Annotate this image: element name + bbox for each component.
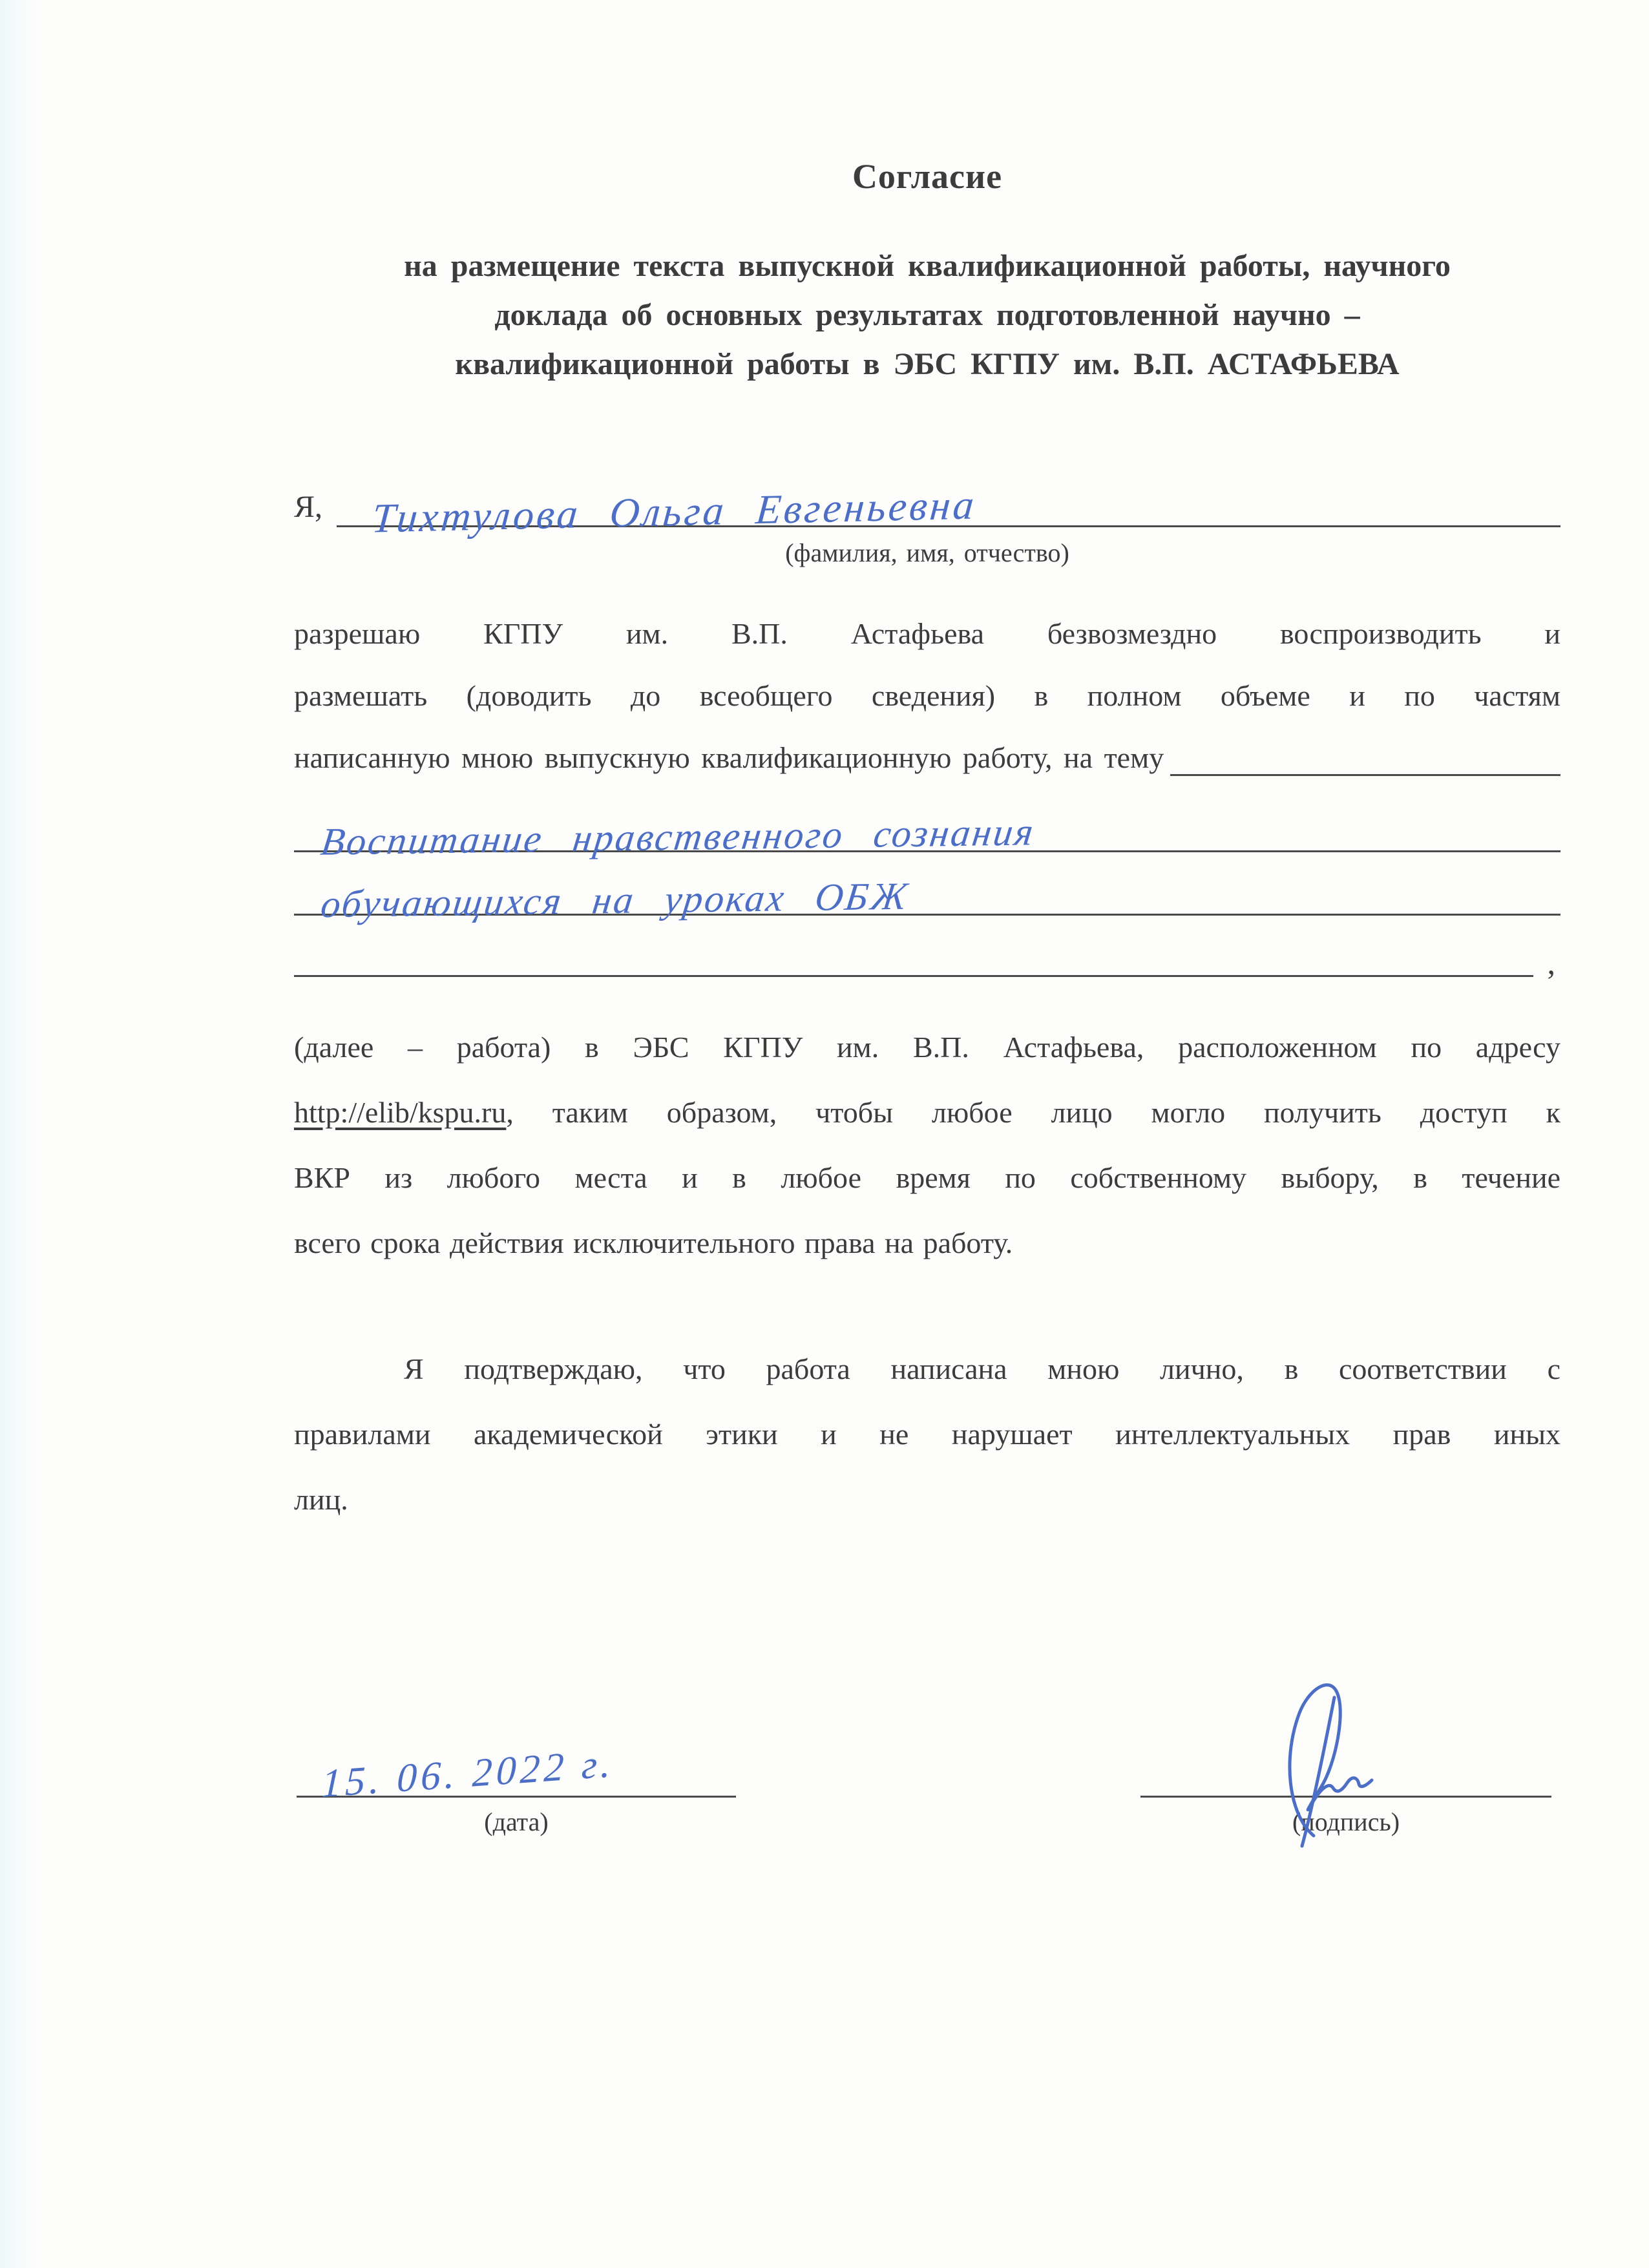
date-blank-line (297, 1723, 736, 1807)
handwritten-topic-line-2: обучающихся на уроках ОБЖ (318, 874, 912, 926)
body-text-line: всего срока действия исключительного права на работу. (294, 1226, 1013, 1259)
document-subtitle (294, 242, 1560, 389)
footer-row (294, 1723, 1560, 1837)
trailing-comma: , (1547, 945, 1555, 981)
fio-caption: (фамилия, имя, отчество) (785, 538, 1069, 567)
body-text-line: (далее – работа) в ЭБС КГПУ им. В.П. Астафьева, расположенном по адресу (294, 1031, 1560, 1064)
topic-line-3-empty (294, 916, 1560, 981)
body-text-line: лиц. (294, 1483, 348, 1516)
body-text-line (294, 1080, 1560, 1145)
topic-blank-start-line (1170, 773, 1560, 776)
body-text-line: написанную мною выпускную квалификационную работу, на тему (294, 741, 1164, 774)
body-text-line: правилами академической этики и не нарушает интеллектуальных прав иных (294, 1418, 1560, 1451)
date-block (297, 1723, 736, 1837)
document-content (294, 0, 1560, 1837)
subtitle-line-2: доклада об основных результатах подготовленной научно – (494, 298, 1360, 332)
permission-paragraph (294, 603, 1560, 789)
fio-blank-line (337, 449, 1560, 541)
signature-block (1140, 1723, 1551, 1837)
document-title: Согласие (852, 157, 1003, 196)
signature-blank-line (1140, 1723, 1551, 1798)
scan-edge-artifact (0, 0, 39, 2268)
date-caption: (дата) (484, 1807, 549, 1836)
fio-row (294, 451, 1560, 541)
body-text-segment: , таким образом, чтобы любое лицо могло получить доступ к (506, 1096, 1560, 1129)
handwritten-full-name: Тихтулова Ольга Евгеньевна (370, 481, 978, 541)
signature-caption: (подпись) (1292, 1807, 1400, 1836)
location-paragraph (294, 1014, 1560, 1276)
body-text-line-with-blank (294, 727, 1560, 789)
body-text-line: ВКР из любого места и в любое время по собственному выбору, в течение (294, 1161, 1560, 1194)
handwritten-topic-line-1: Воспитание нравственного сознания (318, 810, 1038, 863)
fio-prefix-label: Я, (294, 490, 323, 524)
confirmation-paragraph (294, 1336, 1560, 1532)
elib-url-text: http://elib/kspu.ru (294, 1096, 507, 1129)
subtitle-line-1: на размещение текста выпускной квалификационной работы, научного (404, 249, 1451, 283)
topic-line-1 (294, 789, 1560, 863)
handwritten-date: 15. 06. 2022 г. (320, 1741, 616, 1807)
body-text-line: разрешаю КГПУ им. В.П. Астафьева безвозмездно воспроизводить и (294, 617, 1560, 650)
topic-line-2 (294, 852, 1560, 926)
body-text-line: размешать (доводить до всеобщего сведения) в полном объеме и по частям (294, 679, 1560, 712)
subtitle-line-3: квалификационной работы в ЭБС КГПУ им. В.П. АСТАФЬЕВА (455, 347, 1400, 381)
body-text-line: Я подтверждаю, что работа написана мною лично, в соответствии с (404, 1352, 1560, 1385)
